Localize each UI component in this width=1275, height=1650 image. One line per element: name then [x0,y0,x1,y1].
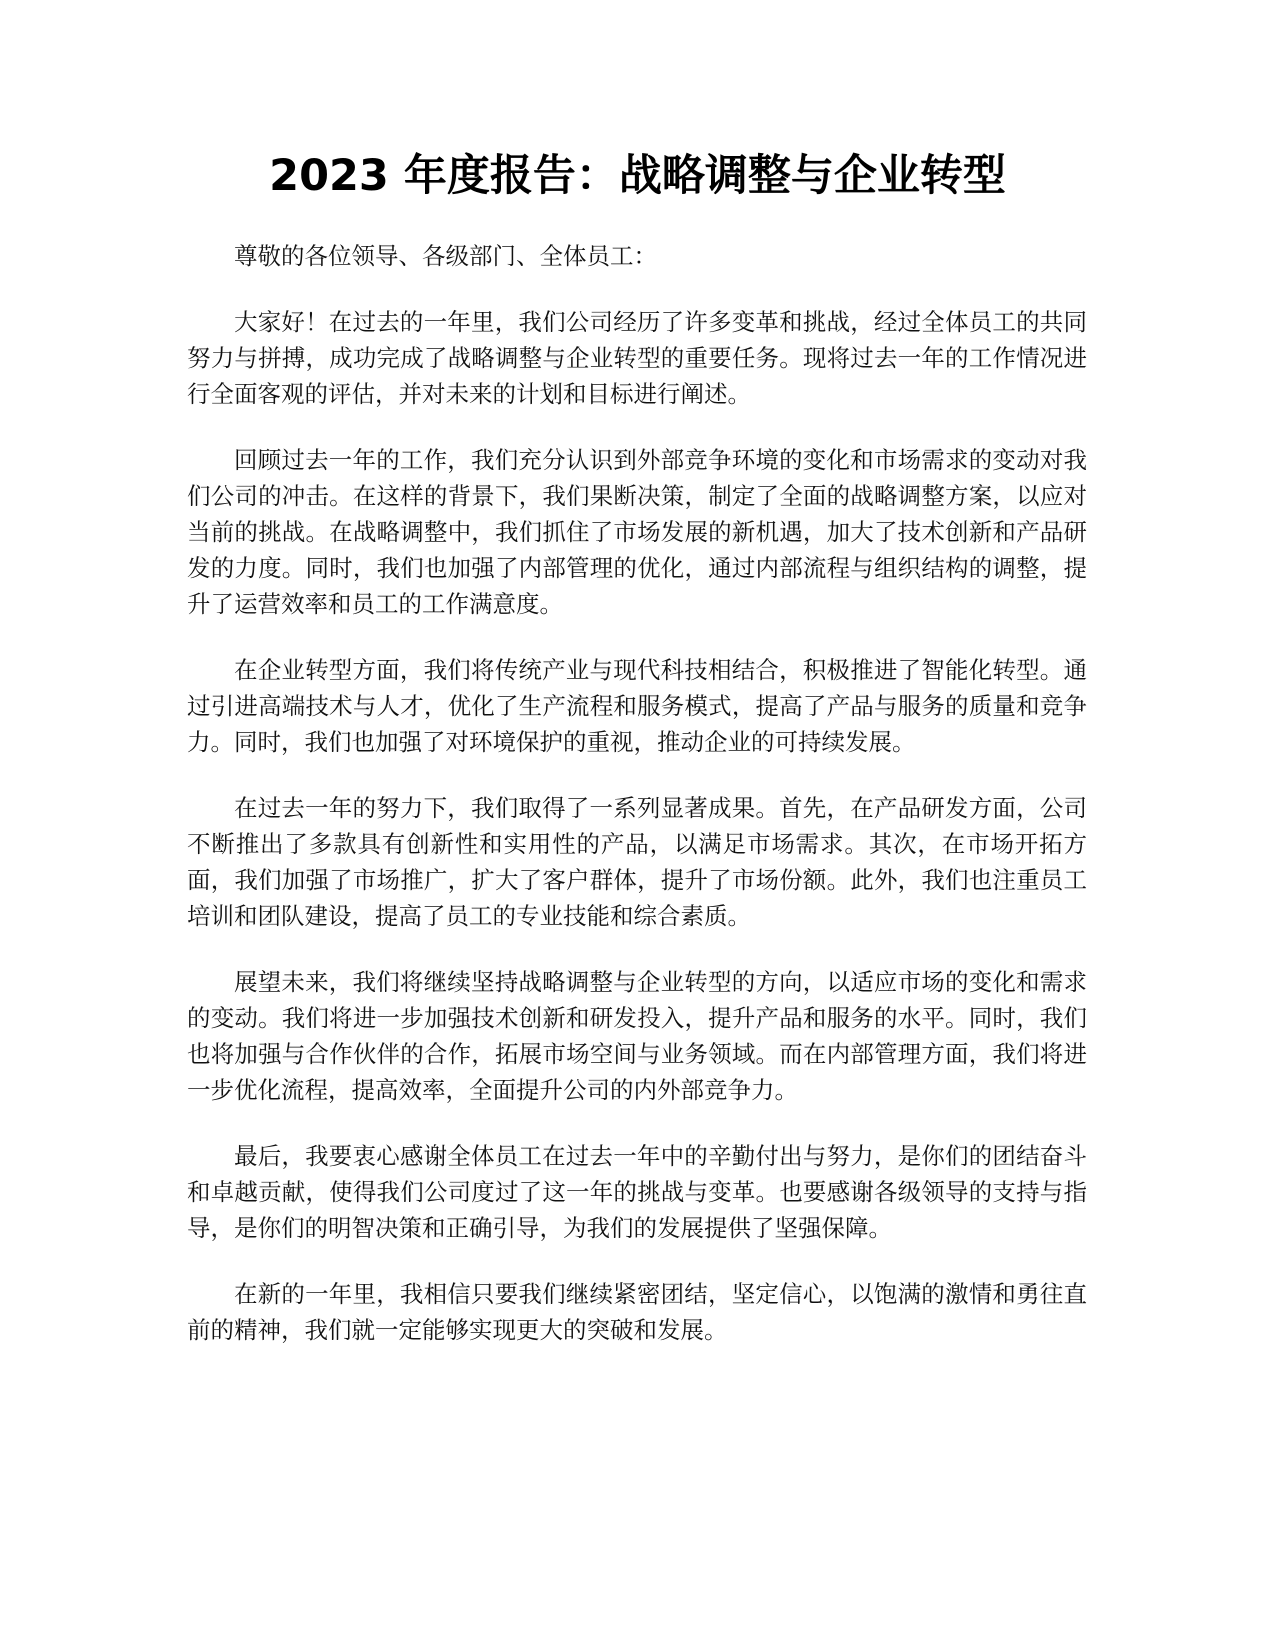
paragraph-transformation: 在企业转型方面，我们将传统产业与现代科技相结合，积极推进了智能化转型。通过引进高端技术与人才，优化了生产流程和服务模式，提高了产品与服务的质量和竞争力。同时，我们也加强了对环境保护的重视，推动企业的可持续发展。 [187,656,1087,756]
document-title: 2023 年度报告：战略调整与企业转型 [269,151,1006,201]
document-body [187,238,1087,1378]
paragraph-greeting: 大家好！在过去的一年里，我们公司经历了许多变革和挑战，经过全体员工的共同努力与拼搏，成功完成了战略调整与企业转型的重要任务。现将过去一年的工作情况进行全面客观的评估，并对未来的计划和目标进行阐述。 [187,308,1087,408]
paragraph-achievements: 在过去一年的努力下，我们取得了一系列显著成果。首先，在产品研发方面，公司不断推出了多款具有创新性和实用性的产品，以满足市场需求。其次，在市场开拓方面，我们加强了市场推广，扩大了客户群体，提升了市场份额。此外，我们也注重员工培训和团队建设，提高了员工的专业技能和综合素质。 [187,794,1087,930]
salutation: 尊敬的各位领导、各级部门、全体员工： [234,242,657,270]
paragraph-review: 回顾过去一年的工作，我们充分认识到外部竞争环境的变化和市场需求的变动对我们公司的冲击。在这样的背景下，我们果断决策，制定了全面的战略调整方案，以应对当前的挑战。在战略调整中，我们抓住了市场发展的新机遇，加大了技术创新和产品研发的力度。同时，我们也加强了内部管理的优化，通过内部流程与组织结构的调整，提升了运营效率和员工的工作满意度。 [187,446,1087,618]
paragraph-outlook: 展望未来，我们将继续坚持战略调整与企业转型的方向，以适应市场的变化和需求的变动。我们将进一步加强技术创新和研发投入，提升产品和服务的水平。同时，我们也将加强与合作伙伴的合作，拓展市场空间与业务领域。而在内部管理方面，我们将进一步优化流程，提高效率，全面提升公司的内外部竞争力。 [187,968,1087,1104]
paragraph-thanks: 最后，我要衷心感谢全体员工在过去一年中的辛勤付出与努力，是你们的团结奋斗和卓越贡献，使得我们公司度过了这一年的挑战与变革。也要感谢各级领导的支持与指导，是你们的明智决策和正确引导，为我们的发展提供了坚强保障。 [187,1142,1087,1242]
paragraph-closing: 在新的一年里，我相信只要我们继续紧密团结，坚定信心，以饱满的激情和勇往直前的精神，我们就一定能够实现更大的突破和发展。 [187,1280,1087,1344]
